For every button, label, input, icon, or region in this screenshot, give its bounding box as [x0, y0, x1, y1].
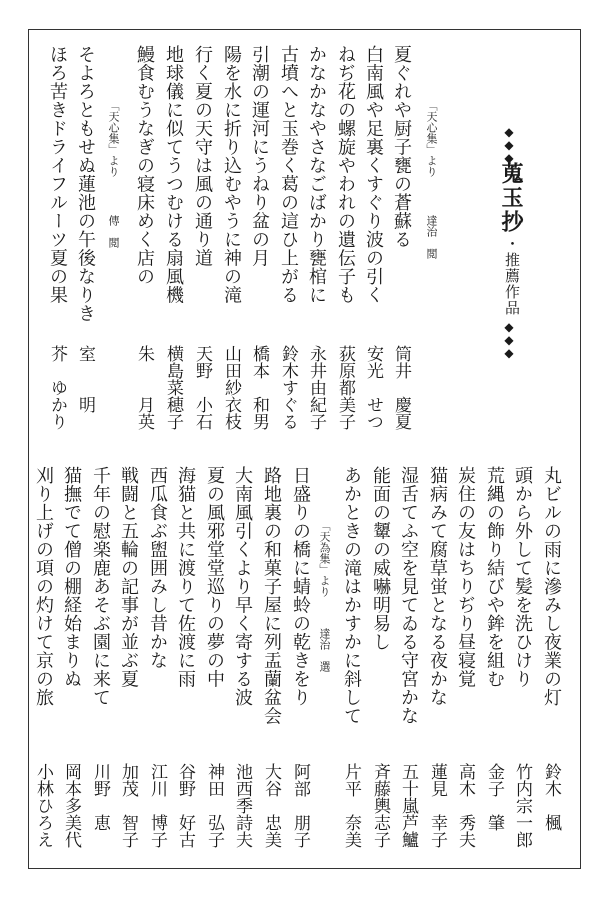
haiku-text: 大南風引くより早く寄する波 [232, 466, 253, 707]
author-name: 谷野 好古 [175, 763, 195, 848]
title-separator: ・ [503, 236, 521, 252]
haiku-text: 荒縄の飾り結びや鉾を組む [484, 466, 505, 688]
haiku-text: 地球儀に似てうつむける扇風機 [163, 45, 184, 304]
selector-name: 傳 閲 [107, 215, 120, 248]
author-name: 筒井 慶夏 [391, 345, 411, 430]
haiku-text: 湿舌てふ空を見てゐる守宮かな [398, 466, 419, 725]
haiku-text: 日盛りの橋に蜻蛉の乾きをり [290, 466, 311, 707]
source-label: 「天心集」より [425, 100, 438, 177]
author-name: 室 明 [75, 345, 95, 413]
selector-name: 達治 選 [318, 628, 331, 672]
haiku-text: 海猫と共に渡りて佐渡に雨 [175, 466, 196, 688]
haiku-text: 刈り上げの項の灼けて京の旅 [33, 466, 54, 707]
author-name: 阿部 朋子 [290, 763, 310, 848]
author-name: 山田紗衣枝 [221, 345, 241, 430]
author-name: 芥 ゆかり [47, 345, 67, 430]
author-name: 永井由紀子 [306, 345, 326, 430]
ornament-top: ◆◆◆ [502, 125, 516, 164]
haiku-text: ねぢ花の螺旋やわれの遺伝子も [335, 45, 356, 304]
author-name: 片平 奈美 [341, 763, 361, 848]
author-name: 高木 秀夫 [455, 763, 475, 848]
author-name: 横島菜穂子 [163, 345, 183, 430]
author-name: 大谷 忠美 [261, 763, 281, 848]
author-name: 五十嵐芦鱸 [398, 763, 418, 848]
haiku-text: 西瓜食ぶ盥囲みし昔かな [147, 466, 168, 670]
author-name: 岡本多美代 [61, 763, 81, 848]
haiku-text: 頭から外して髪を洗ひけり [512, 466, 533, 688]
author-name: 鈴木すぐる [278, 345, 298, 430]
section-subtitle: 推薦作品 [503, 252, 521, 316]
haiku-text: 戦闘と五輪の記事が並ぶ夏 [118, 466, 139, 688]
haiku-text: 炭住の友はちりぢり昼寝覚 [455, 466, 476, 688]
author-name: 江川 博子 [147, 763, 167, 848]
haiku-text: そよろともせぬ蓮池の午後なりき [75, 45, 96, 323]
author-name: 小林ひろえ [33, 763, 53, 848]
author-name: 安光 せつ [363, 345, 383, 430]
author-name: 天野 小石 [192, 345, 212, 430]
selector-name: 達治 閲 [425, 215, 438, 259]
author-name: 橋本 和男 [249, 345, 269, 430]
author-name: 神田 弘子 [204, 763, 224, 848]
haiku-text: 陽を水に折り込むやうに神の滝 [221, 45, 242, 304]
author-name: 池西季詩夫 [232, 763, 252, 848]
haiku-text: 古墳へと玉巻く葛の這ひ上がる [278, 45, 299, 304]
author-name: 金子 肇 [484, 763, 504, 831]
author-name: 鈴木 楓 [541, 763, 561, 831]
haiku-text: ほろ苦きドライフルーツ夏の果 [47, 45, 68, 304]
haiku-text: 引潮の運河にうねり盆の月 [249, 45, 270, 267]
haiku-text: 路地裏の和菓子屋に列盂蘭盆会 [261, 466, 282, 725]
haiku-text: 白南風や足裏くすぐり波の引く [363, 45, 384, 304]
haiku-text: 夏の風邪堂堂巡りの夢の中 [204, 466, 225, 688]
haiku-text: 千年の慰楽鹿あそぶ園に来て [90, 466, 111, 707]
author-name: 斉藤輿志子 [370, 763, 390, 848]
haiku-text: 鰻食むうなぎの寝床めく店の [134, 45, 155, 286]
haiku-text: かなかなやさなごばかり甕棺に [306, 45, 327, 304]
haiku-text: 猫病みて腐草蛍となる夜かな [427, 466, 448, 707]
author-name: 加茂 智子 [118, 763, 138, 848]
haiku-text: 丸ビルの雨に滲みし夜業の灯 [541, 466, 562, 707]
author-name: 荻原都美子 [335, 345, 355, 430]
source-label: 「天為集」より [318, 520, 331, 597]
author-name: 朱 月英 [134, 345, 154, 430]
haiku-text: あかときの滝はかすかに斜して [341, 466, 362, 725]
haiku-text: 能面の顰の威嚇明易し [370, 466, 391, 651]
haiku-text: 猫撫でて僧の棚経始まりぬ [61, 466, 82, 688]
ornament-bottom: ◆◆◆ [502, 320, 516, 359]
author-name: 竹内宗一郎 [512, 763, 532, 848]
author-name: 蓮見 幸子 [427, 763, 447, 848]
haiku-text: 行く夏の天守は風の通り道 [192, 45, 213, 267]
section-title: 蒐玉抄 [498, 162, 524, 234]
source-label: 「天心集」より [107, 100, 120, 177]
author-name: 川野 恵 [90, 763, 110, 831]
haiku-text: 夏ぐれや厨子甕の蒼蘇る [391, 45, 412, 249]
